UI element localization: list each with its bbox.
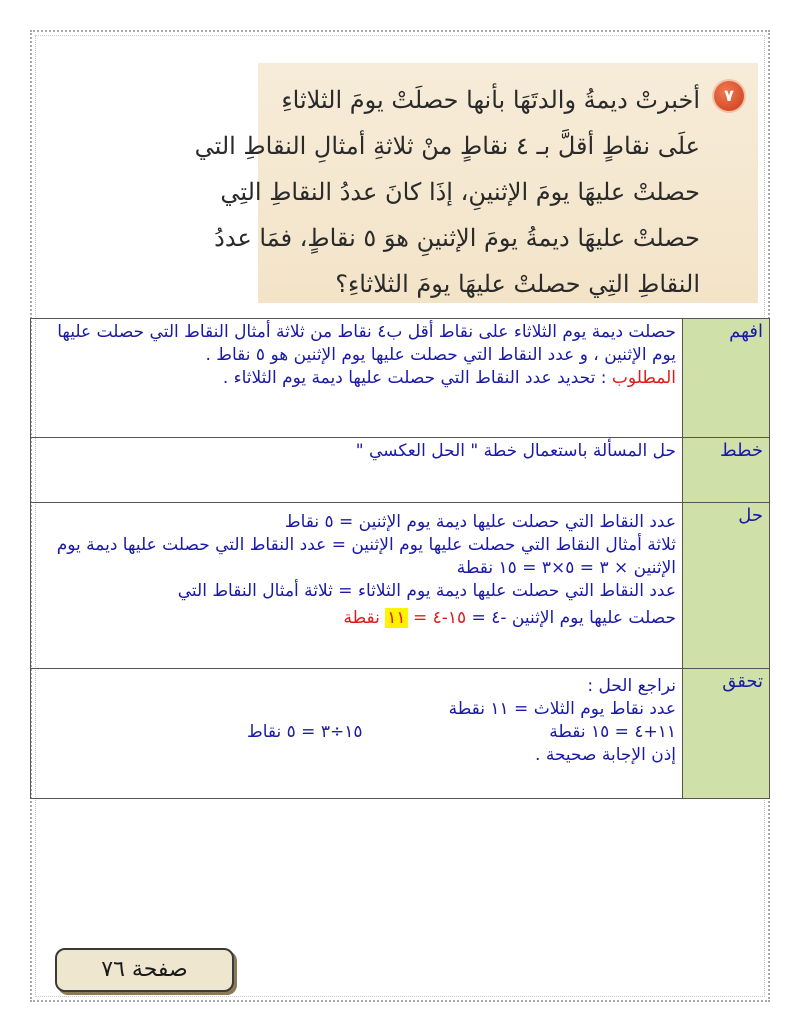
answer-highlight: ١١: [387, 608, 406, 628]
solve-final-calc: ١٥-٤ =: [412, 608, 467, 628]
solve-line: عدد النقاط التي حصلت عليها ديمة يوم الإثنين = ٥ نقاط: [284, 512, 676, 532]
table-row-plan: [31, 438, 770, 503]
check-line: عدد نقاط يوم الثلاث = ١١ نقطة: [448, 699, 676, 719]
check-title: نراجع الحل :: [587, 676, 676, 696]
plan-text: حل المسألة باستعمال خطة " الحل العكسي ": [31, 438, 683, 503]
problem-box: [194, 63, 758, 303]
understand-content: [31, 319, 683, 438]
required-text: : تحديد عدد النقاط التي حصلت عليها ديمة يوم الثلاثاء .: [222, 368, 612, 388]
problem-line: علَى نقاطٍ أقلَّ بـ ٤ نقاطٍ منْ ثلاثةِ أمثالِ النقاطِ التي: [194, 132, 700, 160]
page-number-badge: صفحة ٧٦: [55, 948, 234, 992]
problem-text: [194, 77, 740, 307]
problem-line: أخبرتْ ديمةُ والدتَهَا بأنها حصلَتْ يومَ الثلاثاءِ: [281, 86, 700, 114]
step-label-solve: حل: [683, 503, 770, 669]
problem-number-badge: ٧: [714, 81, 744, 111]
solve-content: [31, 503, 683, 669]
problem-line: النقاطِ التِي حصلتْ عليهَا يومَ الثلاثاءِ؟: [335, 270, 700, 298]
step-label-plan: خطط: [683, 438, 770, 503]
problem-line: حصلتْ عليهَا يومَ الإثنينِ، إذَا كانَ عددُ النقاطِ التِي: [220, 178, 700, 206]
table-row-understand: [31, 319, 770, 438]
check-line-two-left: ١٥÷٣ = ٥ نقاط: [247, 722, 363, 742]
step-label-check: تحقق: [683, 669, 770, 799]
step-label-understand: افهم: [683, 319, 770, 438]
solve-line: عدد النقاط التي حصلت عليها ديمة يوم الثلاثاء = ثلاثة أمثال النقاط التي: [177, 581, 676, 601]
check-line-two-right: ١١+٤ = ١٥ نقطة: [549, 722, 676, 742]
solve-final-line: [37, 607, 676, 630]
solution-steps-table: [30, 318, 770, 799]
table-row-solve: [31, 503, 770, 669]
check-content: [31, 669, 683, 799]
required-label: المطلوب: [611, 368, 676, 388]
understand-text: حصلت ديمة يوم الثلاثاء على نقاط أقل ب٤ نقاط من ثلاثة أمثال النقاط التي حصلت عليها يوم الإثنين ، و عدد النقاط التي حصلت عليها يوم الإثنين هو ٥ نقاط .: [57, 322, 676, 365]
table-row-check: [31, 669, 770, 799]
check-line-two: [37, 721, 676, 744]
solve-line: ثلاثة أمثال النقاط التي حصلت عليها يوم الإثنين = عدد النقاط التي حصلت عليها ديمة يوم الإثنين × ٣ = ٥×٣ = ١٥ نقطة: [56, 535, 676, 578]
check-conclusion: إذن الإجابة صحيحة .: [535, 745, 676, 765]
answer-unit: نقطة: [343, 608, 386, 628]
solve-final-prefix: حصلت عليها يوم الإثنين -٤ =: [466, 608, 676, 628]
problem-line: حصلتْ عليهَا ديمةُ يومَ الإثنينِ هوَ ٥ نقاطٍ، فمَا عددُ: [214, 224, 700, 252]
